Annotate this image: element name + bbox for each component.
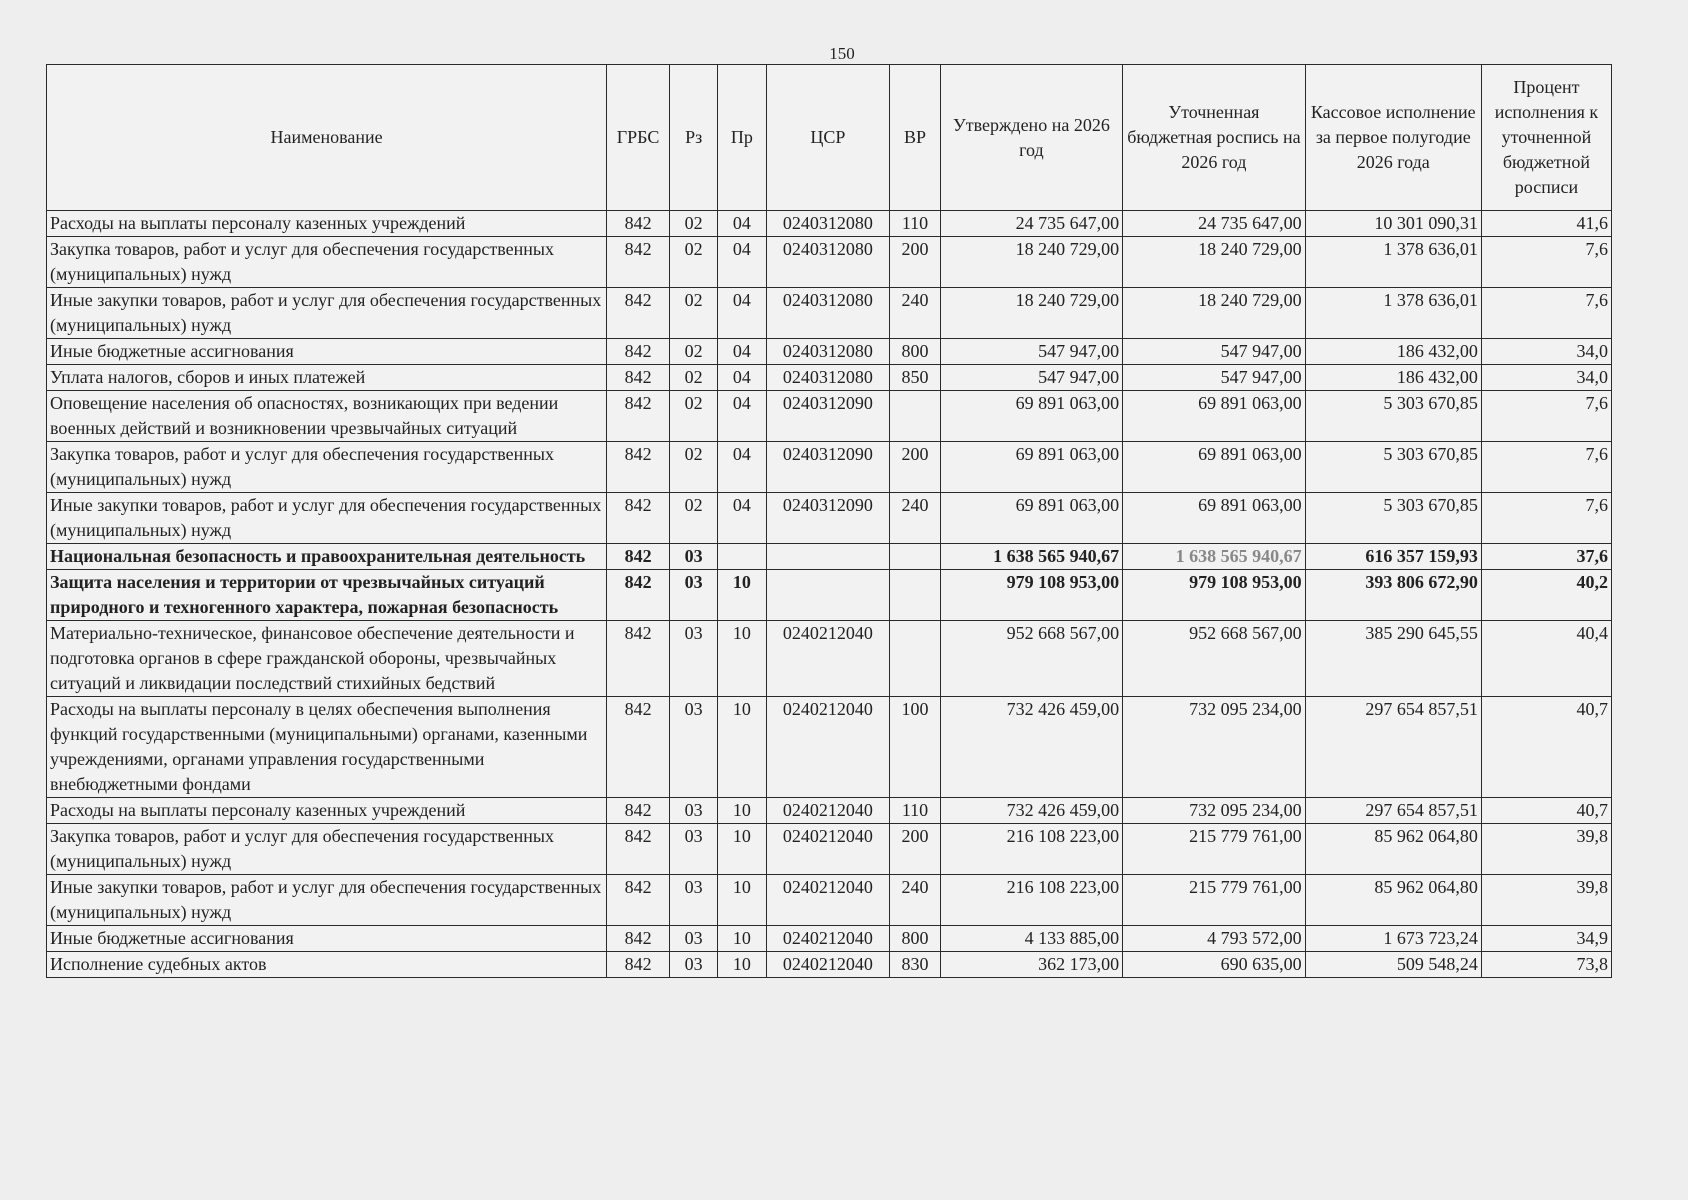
table-row [47, 798, 1612, 824]
cell-executed: 186 432,00 [1305, 339, 1481, 365]
cell-pr: 04 [718, 211, 766, 237]
cell-percent: 40,4 [1481, 621, 1611, 697]
cell-approved: 1 638 565 940,67 [940, 544, 1123, 570]
cell-executed: 509 548,24 [1305, 952, 1481, 978]
cell-name: Закупка товаров, работ и услуг для обеспечения государственных (муниципальных) нужд [47, 237, 607, 288]
cell-approved: 18 240 729,00 [940, 288, 1123, 339]
cell-revised: 24 735 647,00 [1123, 211, 1306, 237]
cell-grbs: 842 [607, 365, 670, 391]
cell-approved: 362 173,00 [940, 952, 1123, 978]
cell-percent: 34,0 [1481, 339, 1611, 365]
cell-executed: 10 301 090,31 [1305, 211, 1481, 237]
cell-revised: 979 108 953,00 [1123, 570, 1306, 621]
cell-executed: 1 378 636,01 [1305, 237, 1481, 288]
cell-vr: 850 [890, 365, 940, 391]
table-row [47, 442, 1612, 493]
cell-name: Уплата налогов, сборов и иных платежей [47, 365, 607, 391]
cell-pr: 10 [718, 926, 766, 952]
cell-vr: 200 [890, 824, 940, 875]
cell-csr: 0240312080 [766, 339, 890, 365]
cell-revised: 215 779 761,00 [1123, 824, 1306, 875]
table-row [47, 824, 1612, 875]
header-rz: Рз [670, 65, 718, 211]
cell-vr: 830 [890, 952, 940, 978]
cell-name: Оповещение населения об опасностях, возникающих при ведении военных действий и возникновении чрезвычайных ситуаций [47, 391, 607, 442]
cell-percent: 37,6 [1481, 544, 1611, 570]
cell-name: Расходы на выплаты персоналу в целях обеспечения выполнения функций государственными (муниципальными) органами, казенными учреждениями, органами управления государственными внебюджетными фондами [47, 697, 607, 798]
cell-approved: 24 735 647,00 [940, 211, 1123, 237]
budget-table [46, 64, 1612, 978]
cell-grbs: 842 [607, 824, 670, 875]
cell-grbs: 842 [607, 621, 670, 697]
cell-pr: 04 [718, 288, 766, 339]
cell-grbs: 842 [607, 442, 670, 493]
cell-revised: 732 095 234,00 [1123, 798, 1306, 824]
cell-name: Защита населения и территории от чрезвычайных ситуаций природного и техногенного характера, пожарная безопасность [47, 570, 607, 621]
cell-grbs: 842 [607, 798, 670, 824]
header-revised: Уточненная бюджетная роспись на 2026 год [1123, 65, 1306, 211]
cell-vr [890, 391, 940, 442]
table-row [47, 621, 1612, 697]
cell-percent: 40,7 [1481, 798, 1611, 824]
header-row [47, 65, 1612, 211]
cell-rz: 02 [670, 288, 718, 339]
cell-grbs: 842 [607, 391, 670, 442]
cell-percent: 7,6 [1481, 237, 1611, 288]
cell-pr: 10 [718, 952, 766, 978]
cell-vr: 110 [890, 798, 940, 824]
cell-pr: 10 [718, 875, 766, 926]
cell-approved: 216 108 223,00 [940, 824, 1123, 875]
cell-revised: 69 891 063,00 [1123, 493, 1306, 544]
cell-name: Расходы на выплаты персоналу казенных учреждений [47, 211, 607, 237]
table-row [47, 365, 1612, 391]
cell-executed: 393 806 672,90 [1305, 570, 1481, 621]
cell-grbs: 842 [607, 339, 670, 365]
cell-percent: 7,6 [1481, 493, 1611, 544]
cell-pr: 04 [718, 365, 766, 391]
cell-revised: 215 779 761,00 [1123, 875, 1306, 926]
cell-percent: 73,8 [1481, 952, 1611, 978]
cell-executed: 385 290 645,55 [1305, 621, 1481, 697]
cell-csr: 0240312080 [766, 211, 890, 237]
page-number: 150 [829, 44, 855, 63]
table-row [47, 237, 1612, 288]
cell-pr: 10 [718, 798, 766, 824]
cell-percent: 41,6 [1481, 211, 1611, 237]
cell-executed: 5 303 670,85 [1305, 391, 1481, 442]
cell-csr: 0240312090 [766, 442, 890, 493]
cell-pr: 10 [718, 570, 766, 621]
cell-grbs: 842 [607, 288, 670, 339]
cell-grbs: 842 [607, 875, 670, 926]
table-row-section [47, 544, 1612, 570]
cell-vr [890, 544, 940, 570]
cell-revised: 1 638 565 940,67 [1123, 544, 1306, 570]
cell-revised: 18 240 729,00 [1123, 288, 1306, 339]
table-row [47, 211, 1612, 237]
cell-approved: 979 108 953,00 [940, 570, 1123, 621]
cell-vr: 110 [890, 211, 940, 237]
cell-rz: 02 [670, 339, 718, 365]
cell-rz: 03 [670, 621, 718, 697]
table-row [47, 288, 1612, 339]
cell-rz: 03 [670, 798, 718, 824]
cell-rz: 03 [670, 926, 718, 952]
cell-revised: 4 793 572,00 [1123, 926, 1306, 952]
cell-approved: 69 891 063,00 [940, 493, 1123, 544]
table-row-section [47, 570, 1612, 621]
cell-executed: 616 357 159,93 [1305, 544, 1481, 570]
cell-revised: 547 947,00 [1123, 365, 1306, 391]
cell-approved: 952 668 567,00 [940, 621, 1123, 697]
cell-pr: 04 [718, 493, 766, 544]
cell-rz: 02 [670, 391, 718, 442]
cell-vr: 200 [890, 442, 940, 493]
table-row [47, 926, 1612, 952]
cell-vr: 800 [890, 926, 940, 952]
cell-pr: 04 [718, 237, 766, 288]
header-grbs: ГРБС [607, 65, 670, 211]
table-row [47, 493, 1612, 544]
cell-pr: 10 [718, 697, 766, 798]
cell-vr: 240 [890, 288, 940, 339]
cell-executed: 5 303 670,85 [1305, 442, 1481, 493]
cell-grbs: 842 [607, 237, 670, 288]
cell-csr: 0240212040 [766, 875, 890, 926]
cell-csr: 0240312080 [766, 288, 890, 339]
cell-executed: 297 654 857,51 [1305, 697, 1481, 798]
cell-percent: 39,8 [1481, 875, 1611, 926]
header-percent: Процент исполнения к уточненной бюджетной росписи [1481, 65, 1611, 211]
cell-csr: 0240312080 [766, 237, 890, 288]
cell-csr: 0240312090 [766, 391, 890, 442]
cell-grbs: 842 [607, 211, 670, 237]
cell-pr: 10 [718, 621, 766, 697]
cell-pr: 04 [718, 391, 766, 442]
cell-executed: 1 378 636,01 [1305, 288, 1481, 339]
cell-rz: 03 [670, 875, 718, 926]
cell-name: Иные закупки товаров, работ и услуг для обеспечения государственных (муниципальных) нужд [47, 288, 607, 339]
cell-name: Национальная безопасность и правоохранительная деятельность [47, 544, 607, 570]
cell-revised: 69 891 063,00 [1123, 391, 1306, 442]
header-approved: Утверждено на 2026 год [940, 65, 1123, 211]
cell-executed: 85 962 064,80 [1305, 824, 1481, 875]
cell-percent: 7,6 [1481, 442, 1611, 493]
table-row [47, 339, 1612, 365]
cell-vr: 100 [890, 697, 940, 798]
cell-percent: 39,8 [1481, 824, 1611, 875]
cell-rz: 02 [670, 493, 718, 544]
cell-revised: 690 635,00 [1123, 952, 1306, 978]
cell-executed: 85 962 064,80 [1305, 875, 1481, 926]
cell-csr: 0240312090 [766, 493, 890, 544]
cell-pr: 04 [718, 442, 766, 493]
cell-rz: 03 [670, 697, 718, 798]
cell-revised: 18 240 729,00 [1123, 237, 1306, 288]
cell-csr: 0240212040 [766, 621, 890, 697]
cell-approved: 69 891 063,00 [940, 391, 1123, 442]
cell-csr: 0240212040 [766, 824, 890, 875]
cell-executed: 186 432,00 [1305, 365, 1481, 391]
cell-grbs: 842 [607, 697, 670, 798]
cell-grbs: 842 [607, 493, 670, 544]
cell-rz: 02 [670, 442, 718, 493]
cell-executed: 1 673 723,24 [1305, 926, 1481, 952]
cell-csr: 0240212040 [766, 926, 890, 952]
cell-name: Материально-техническое, финансовое обеспечение деятельности и подготовка органов в сфере гражданской обороны, чрезвычайных ситуаций и ликвидации последствий стихийных бедствий [47, 621, 607, 697]
cell-vr: 240 [890, 493, 940, 544]
cell-vr [890, 621, 940, 697]
cell-rz: 03 [670, 824, 718, 875]
cell-name: Закупка товаров, работ и услуг для обеспечения государственных (муниципальных) нужд [47, 824, 607, 875]
cell-percent: 7,6 [1481, 288, 1611, 339]
header-vr: ВР [890, 65, 940, 211]
cell-percent: 34,9 [1481, 926, 1611, 952]
cell-csr: 0240212040 [766, 697, 890, 798]
header-executed: Кассовое исполнение за первое полугодие 2026 года [1305, 65, 1481, 211]
cell-rz: 03 [670, 952, 718, 978]
cell-vr: 240 [890, 875, 940, 926]
cell-approved: 4 133 885,00 [940, 926, 1123, 952]
cell-percent: 34,0 [1481, 365, 1611, 391]
cell-name: Иные бюджетные ассигнования [47, 339, 607, 365]
cell-csr: 0240312080 [766, 365, 890, 391]
cell-grbs: 842 [607, 952, 670, 978]
cell-name: Исполнение судебных актов [47, 952, 607, 978]
cell-grbs: 842 [607, 544, 670, 570]
cell-percent: 40,7 [1481, 697, 1611, 798]
cell-csr [766, 570, 890, 621]
cell-pr: 10 [718, 824, 766, 875]
cell-approved: 216 108 223,00 [940, 875, 1123, 926]
cell-revised: 952 668 567,00 [1123, 621, 1306, 697]
cell-rz: 02 [670, 211, 718, 237]
cell-rz: 02 [670, 237, 718, 288]
cell-approved: 732 426 459,00 [940, 798, 1123, 824]
cell-revised: 547 947,00 [1123, 339, 1306, 365]
cell-csr [766, 544, 890, 570]
cell-vr: 800 [890, 339, 940, 365]
cell-pr [718, 544, 766, 570]
table-row [47, 875, 1612, 926]
cell-name: Иные закупки товаров, работ и услуг для обеспечения государственных (муниципальных) нужд [47, 493, 607, 544]
header-csr: ЦСР [766, 65, 890, 211]
cell-name: Расходы на выплаты персоналу казенных учреждений [47, 798, 607, 824]
header-name: Наименование [47, 65, 607, 211]
table-row [47, 697, 1612, 798]
cell-approved: 69 891 063,00 [940, 442, 1123, 493]
cell-vr [890, 570, 940, 621]
cell-csr: 0240212040 [766, 952, 890, 978]
cell-revised: 69 891 063,00 [1123, 442, 1306, 493]
cell-name: Иные закупки товаров, работ и услуг для обеспечения государственных (муниципальных) нужд [47, 875, 607, 926]
cell-executed: 297 654 857,51 [1305, 798, 1481, 824]
cell-executed: 5 303 670,85 [1305, 493, 1481, 544]
cell-name: Закупка товаров, работ и услуг для обеспечения государственных (муниципальных) нужд [47, 442, 607, 493]
cell-pr: 04 [718, 339, 766, 365]
cell-approved: 547 947,00 [940, 339, 1123, 365]
table-row [47, 391, 1612, 442]
cell-grbs: 842 [607, 926, 670, 952]
cell-approved: 547 947,00 [940, 365, 1123, 391]
cell-rz: 02 [670, 365, 718, 391]
cell-name: Иные бюджетные ассигнования [47, 926, 607, 952]
cell-csr: 0240212040 [766, 798, 890, 824]
cell-grbs: 842 [607, 570, 670, 621]
cell-rz: 03 [670, 570, 718, 621]
cell-percent: 7,6 [1481, 391, 1611, 442]
cell-revised: 732 095 234,00 [1123, 697, 1306, 798]
cell-approved: 732 426 459,00 [940, 697, 1123, 798]
header-pr: Пр [718, 65, 766, 211]
cell-percent: 40,2 [1481, 570, 1611, 621]
cell-vr: 200 [890, 237, 940, 288]
cell-rz: 03 [670, 544, 718, 570]
table-row [47, 952, 1612, 978]
cell-approved: 18 240 729,00 [940, 237, 1123, 288]
